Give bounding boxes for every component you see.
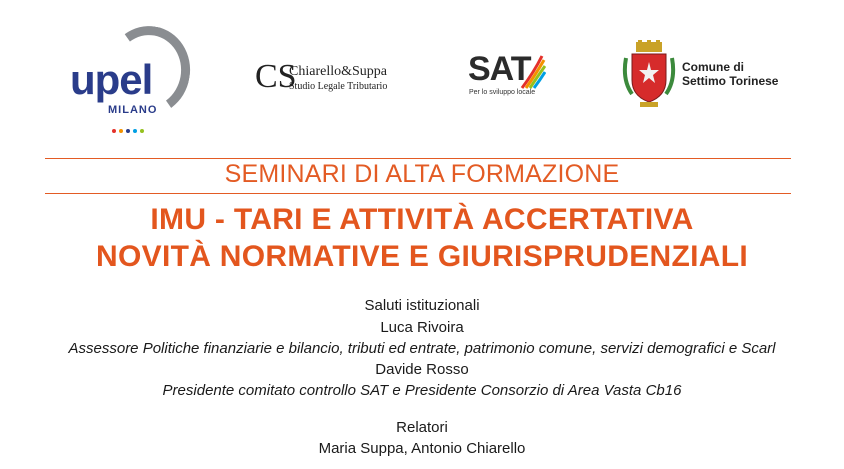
logo-bar <box>0 0 844 140</box>
title-line-1: IMU - TARI E ATTIVITÀ ACCERTATIVA <box>150 203 694 236</box>
speakers-heading: Relatori <box>396 419 448 436</box>
comune-line1: Comune di <box>682 60 744 74</box>
upel-logo-city: MILANO <box>108 104 158 116</box>
chiarello-monogram: CS <box>255 58 297 95</box>
top-divider <box>45 158 791 159</box>
title-line-2: NOVITÀ NORMATIVE E GIURISPRUDENZIALI <box>96 240 748 273</box>
sat-logo <box>466 50 556 100</box>
speaker2-role: Presidente comitato controllo SAT e Presidente Consorzio di Area Vasta Cb16 <box>162 382 682 399</box>
speakers-names: Maria Suppa, Antonio Chiarello <box>318 440 526 457</box>
sat-swoosh-icon <box>520 54 546 90</box>
speaker2-name: Davide Rosso <box>375 361 469 378</box>
series-heading: SEMINARI DI ALTA FORMAZIONE <box>224 160 620 188</box>
upel-dots-icon <box>112 120 147 138</box>
sat-tagline: Per lo sviluppo locale <box>469 89 536 96</box>
bottom-divider <box>45 193 791 194</box>
greetings-heading: Saluti istituzionali <box>364 297 480 314</box>
chiarello-name: Chiarello&Suppa <box>289 64 387 79</box>
sat-logo-word: SAT <box>468 50 531 88</box>
comune-settimo-logo <box>622 40 782 110</box>
speaker1-name: Luca Rivoira <box>380 319 464 336</box>
speaker1-role: Assessore Politiche finanziarie e bilancio, tributi ed entrate, patrimonio comune, servizi demografici e Scarl <box>68 340 776 357</box>
upel-milano-logo <box>60 26 190 126</box>
coat-of-arms-icon <box>622 40 676 110</box>
comune-line2: Settimo Torinese <box>682 74 779 88</box>
upel-logo-word: upel <box>70 56 153 103</box>
chiarello-suppa-logo <box>255 58 405 98</box>
chiarello-subtitle: Studio Legale Tributario <box>289 81 388 92</box>
